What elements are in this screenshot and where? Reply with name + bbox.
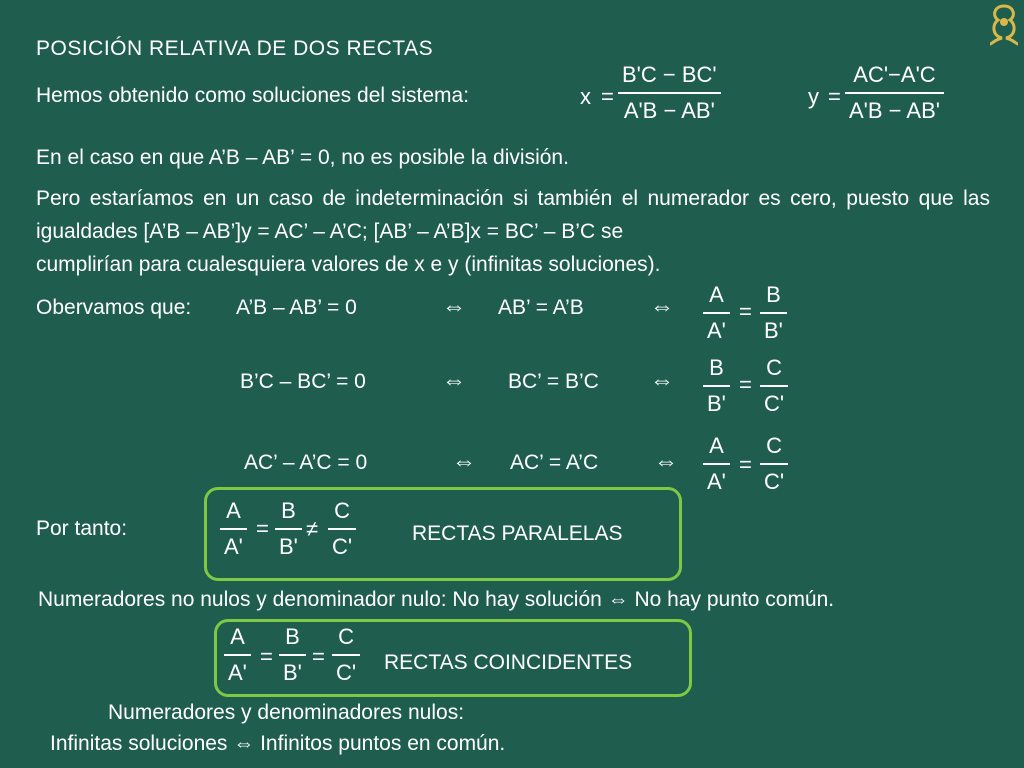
fraction-bar: [328, 528, 356, 530]
fraction-bar: [618, 92, 721, 94]
denominator: B': [764, 317, 783, 343]
fraction-bar: [845, 92, 944, 94]
fraction-bar: [279, 654, 306, 656]
y-denominator: A'B − AB': [849, 97, 940, 123]
numerator: B: [766, 282, 781, 307]
equiv1-left: A’B – AB’ = 0: [236, 296, 357, 319]
fraction-bar: [760, 463, 788, 465]
fraction-bar: [275, 528, 302, 530]
fraction-bar: [224, 654, 251, 656]
page-title: POSICIÓN RELATIVA DE DOS RECTAS: [36, 37, 434, 60]
parallel-frac2: [275, 496, 302, 562]
numerator: B: [709, 355, 724, 380]
parallel-frac3: [328, 496, 356, 562]
denominator: C': [764, 390, 785, 416]
paragraph-line1: Pero estaríamos en un caso de indeterminación si también el numerador es cero, puesto que las igualdades [A’B – AB’]y = AC’ – A’C; [AB’ – A’B]x = BC’ – B’C se: [36, 187, 990, 243]
therefore-label: Por tanto:: [36, 517, 128, 540]
case-zero-text: En el caso en que A’B – AB’ = 0, no es posible la división.: [36, 146, 569, 169]
x-numerator: B'C − BC': [622, 62, 717, 87]
equiv1-frac1: [703, 280, 730, 346]
parallel-op1: =: [256, 516, 269, 541]
numerator: B: [285, 624, 300, 649]
coincident-frac2: [279, 622, 306, 688]
equiv1-eq: =: [739, 299, 752, 324]
denominator: A': [707, 468, 726, 494]
numerator: A: [709, 282, 724, 307]
equiv2-frac1: [703, 353, 730, 419]
indetermination-paragraph: [36, 182, 990, 281]
fraction-bar: [220, 528, 247, 530]
parallel-op2: ≠: [306, 516, 319, 541]
x-fraction: [618, 60, 721, 126]
numerator: A: [230, 624, 245, 649]
coincident-frac1: [224, 622, 251, 688]
paragraph-line2: cumplirían para cualesquiera valores de x e y (infinitas soluciones).: [36, 253, 661, 276]
intro-text: Hemos obtenido como soluciones del sistema:: [36, 84, 470, 107]
denominator: C': [764, 468, 785, 494]
equiv3-frac1: [703, 431, 730, 497]
equiv1-middle: AB’ = A’B: [498, 296, 584, 319]
equiv3-symbol: ⇔: [452, 448, 476, 475]
equiv2-eq: =: [739, 372, 752, 397]
coincident-label: RECTAS COINCIDENTES: [384, 651, 633, 674]
equiv2-frac2: [760, 353, 788, 419]
equiv3-eq: =: [739, 452, 752, 477]
numerator: B: [281, 498, 296, 523]
null-line2: Infinitas soluciones ⇔ Infinitos puntos en común.: [50, 732, 506, 755]
denominator: C': [336, 659, 357, 685]
denominator: C': [332, 533, 353, 559]
coincident-frac3: [332, 622, 360, 688]
observe-label: Obervamos que:: [36, 296, 192, 319]
equiv2-symbol2: ⇔: [650, 367, 674, 394]
fraction-bar: [703, 463, 730, 465]
equiv2-symbol: ⇔: [442, 367, 466, 394]
equiv3-frac2: [760, 431, 788, 497]
equiv3-left: AC’ – A’C = 0: [244, 451, 368, 474]
denominator: B': [707, 390, 726, 416]
fraction-bar: [332, 654, 360, 656]
ornament-logo-icon: [984, 2, 1024, 46]
null-line1: Numeradores y denominadores nulos:: [108, 701, 465, 724]
equiv1-symbol: ⇔: [442, 293, 466, 320]
numerator: C: [338, 624, 354, 649]
numerator: C: [334, 498, 350, 523]
no-solution-text: Numeradores no nulos y denominador nulo: No hay solución ⇔ No hay punto común.: [38, 588, 835, 611]
denominator: B': [283, 659, 302, 685]
coincident-op1: =: [260, 644, 273, 669]
equiv1-symbol2: ⇔: [650, 293, 674, 320]
equiv2-left: B’C – BC’ = 0: [240, 370, 366, 393]
parallel-frac1: [220, 496, 247, 562]
denominator: A': [707, 317, 726, 343]
x-denominator: A'B − AB': [623, 97, 715, 123]
x-equals: =: [601, 84, 614, 109]
fraction-bar: [703, 312, 730, 314]
x-variable: x: [580, 84, 591, 109]
denominator: A': [224, 533, 243, 559]
equiv1-frac2: [760, 280, 787, 346]
y-equals: =: [828, 84, 841, 109]
denominator: B': [279, 533, 298, 559]
numerator: A: [709, 433, 724, 458]
fraction-bar: [703, 385, 730, 387]
fraction-bar: [760, 385, 788, 387]
denominator: A': [228, 659, 247, 685]
numerator: C: [766, 355, 782, 380]
y-variable: y: [808, 84, 819, 109]
y-numerator: AC'−A'C: [853, 62, 936, 87]
y-fraction: [845, 60, 944, 126]
equiv3-middle: AC’ = A’C: [510, 451, 599, 474]
fraction-bar: [760, 312, 787, 314]
parallel-label: RECTAS PARALELAS: [412, 522, 623, 545]
numerator: A: [226, 498, 241, 523]
equiv2-middle: BC’ = B’C: [508, 370, 599, 393]
equiv3-symbol2: ⇔: [654, 448, 678, 475]
coincident-op2: =: [312, 644, 325, 669]
numerator: C: [766, 433, 782, 458]
